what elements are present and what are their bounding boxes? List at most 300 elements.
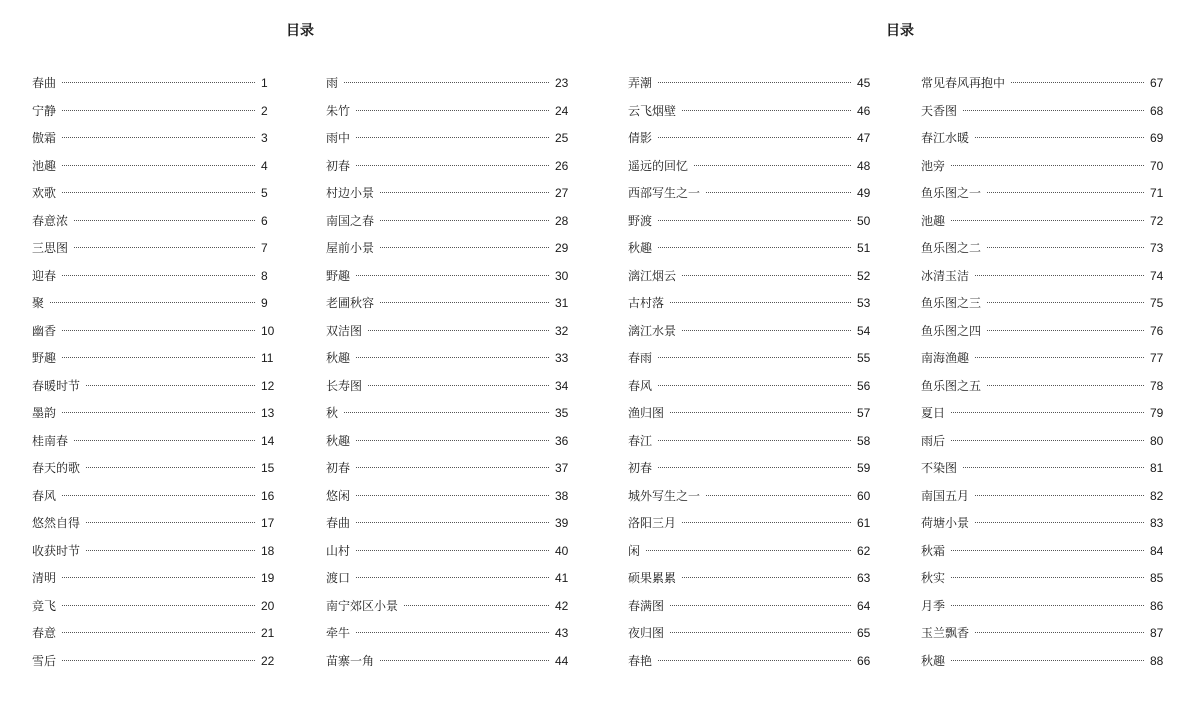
toc-entry — [628, 153, 873, 181]
entry-page-number: 45 — [857, 76, 871, 90]
toc-entry — [32, 428, 277, 456]
entry-page-number: 56 — [857, 378, 871, 393]
dot-leader — [975, 522, 1144, 523]
dot-leader — [368, 330, 549, 331]
entry-page-number: 62 — [857, 543, 871, 558]
toc-entry — [326, 455, 571, 483]
entry-page-number: 76 — [1150, 323, 1164, 338]
entry-title: 春雨 — [628, 351, 653, 365]
toc-entry — [32, 455, 277, 483]
entry-title: 墨韵 — [32, 406, 57, 420]
toc-entry — [326, 318, 571, 346]
dot-leader — [74, 440, 255, 441]
toc-entry — [32, 510, 277, 538]
entry-page-number: 25 — [555, 131, 569, 145]
entry-title: 初春 — [326, 158, 351, 173]
entry-title: 弄潮 — [628, 76, 653, 90]
toc-entry — [326, 125, 571, 153]
dot-leader — [356, 495, 549, 496]
entry-title: 雪后 — [32, 653, 57, 668]
dot-leader — [344, 82, 549, 83]
entry-title: 鱼乐图之二 — [921, 241, 982, 255]
entry-page-number: 30 — [555, 268, 569, 283]
dot-leader — [658, 247, 851, 248]
entry-title: 月季 — [921, 598, 946, 613]
toc-entry — [326, 510, 571, 538]
entry-page-number: 7 — [261, 241, 268, 255]
entry-page-number: 20 — [261, 598, 275, 613]
dot-leader — [62, 632, 255, 633]
dot-leader — [658, 660, 851, 661]
entry-page-number: 23 — [555, 76, 569, 90]
dot-leader — [951, 577, 1144, 578]
entry-title: 不染图 — [921, 461, 958, 475]
entry-title: 遥远的回忆 — [628, 158, 689, 173]
toc-entry — [628, 263, 873, 291]
entry-page-number: 24 — [555, 103, 569, 118]
entry-page-number: 67 — [1150, 76, 1164, 90]
dot-leader — [404, 605, 549, 606]
entry-page-number: 29 — [555, 241, 569, 255]
entry-title: 清明 — [32, 571, 57, 585]
dot-leader — [682, 275, 851, 276]
dot-leader — [74, 220, 255, 221]
dot-leader — [356, 550, 549, 551]
entry-page-number: 87 — [1150, 626, 1164, 640]
entry-title: 春意 — [32, 626, 57, 640]
entry-title: 春满图 — [628, 598, 665, 613]
toc-entry — [32, 483, 277, 511]
entry-title: 双洁图 — [326, 323, 363, 338]
entry-title: 鱼乐图之四 — [921, 323, 982, 338]
toc-entry — [921, 180, 1166, 208]
dot-leader — [670, 632, 851, 633]
entry-page-number: 43 — [555, 626, 569, 640]
toc-entry — [921, 565, 1166, 593]
entry-title: 欢歌 — [32, 186, 57, 200]
dot-leader — [62, 660, 255, 661]
entry-page-number: 84 — [1150, 543, 1164, 558]
dot-leader — [658, 357, 851, 358]
dot-leader — [658, 137, 851, 138]
toc-entry — [326, 345, 571, 373]
dot-leader — [86, 385, 255, 386]
dot-leader — [368, 385, 549, 386]
dot-leader — [62, 330, 255, 331]
dot-leader — [951, 220, 1144, 221]
toc-entry — [921, 400, 1166, 428]
entry-title: 三思图 — [32, 241, 69, 255]
entry-title: 牵牛 — [326, 626, 351, 640]
entry-title: 野趣 — [326, 268, 351, 283]
toc-entry — [326, 263, 571, 291]
toc-entry — [921, 620, 1166, 648]
entry-page-number: 17 — [261, 516, 275, 530]
entry-page-number: 71 — [1150, 186, 1164, 200]
entry-page-number: 75 — [1150, 296, 1164, 310]
toc-entry — [628, 455, 873, 483]
entry-title: 宁静 — [32, 103, 57, 118]
toc-entry — [32, 648, 277, 676]
entry-page-number: 65 — [857, 626, 871, 640]
dot-leader — [682, 522, 851, 523]
dot-leader — [694, 165, 851, 166]
entry-title: 南海渔趣 — [921, 351, 970, 365]
entry-page-number: 72 — [1150, 213, 1164, 228]
entry-page-number: 38 — [555, 488, 569, 503]
toc-entry — [326, 235, 571, 263]
toc-column — [32, 70, 277, 675]
dot-leader — [356, 275, 549, 276]
dot-leader — [74, 247, 255, 248]
entry-title: 收获时节 — [32, 543, 81, 558]
dot-leader — [62, 275, 255, 276]
dot-leader — [682, 110, 851, 111]
entry-page-number: 53 — [857, 296, 871, 310]
entry-title: 硕果累累 — [628, 571, 677, 585]
entry-page-number: 33 — [555, 351, 569, 365]
dot-leader — [62, 110, 255, 111]
dot-leader — [356, 632, 549, 633]
dot-leader — [62, 412, 255, 413]
entry-page-number: 19 — [261, 571, 275, 585]
toc-entry — [921, 648, 1166, 676]
entry-page-number: 47 — [857, 131, 871, 145]
entry-title: 南国之春 — [326, 213, 375, 228]
entry-page-number: 63 — [857, 571, 871, 585]
toc-entry — [921, 373, 1166, 401]
dot-leader — [658, 467, 851, 468]
entry-title: 倩影 — [628, 131, 653, 145]
dot-leader — [951, 165, 1144, 166]
entry-title: 野趣 — [32, 351, 57, 365]
dot-leader — [670, 412, 851, 413]
entry-page-number: 50 — [857, 213, 871, 228]
dot-leader — [62, 165, 255, 166]
toc-entry — [32, 180, 277, 208]
entry-page-number: 48 — [857, 158, 871, 173]
entry-page-number: 3 — [261, 131, 268, 145]
entry-title: 玉兰飘香 — [921, 626, 970, 640]
entry-page-number: 40 — [555, 543, 569, 558]
dot-leader — [975, 632, 1144, 633]
entry-title: 迎春 — [32, 268, 57, 283]
entry-page-number: 16 — [261, 488, 275, 503]
entry-page-number: 5 — [261, 186, 268, 200]
entry-title: 雨后 — [921, 433, 946, 448]
dot-leader — [86, 550, 255, 551]
entry-title: 荷塘小景 — [921, 516, 970, 530]
dot-leader — [706, 192, 851, 193]
dot-leader — [987, 385, 1144, 386]
entry-title: 春风 — [628, 378, 653, 393]
entry-title: 漓江烟云 — [628, 268, 677, 283]
entry-page-number: 88 — [1150, 653, 1164, 668]
entry-title: 南宁郊区小景 — [326, 598, 399, 613]
toc-entry — [32, 125, 277, 153]
entry-page-number: 1 — [261, 76, 268, 90]
dot-leader — [646, 550, 851, 551]
entry-title: 初春 — [326, 461, 351, 475]
toc-entry — [628, 98, 873, 126]
toc-entry — [628, 593, 873, 621]
toc-entry — [628, 565, 873, 593]
entry-title: 天香图 — [921, 103, 958, 118]
entry-title: 池旁 — [921, 158, 946, 173]
entry-title: 初春 — [628, 461, 653, 475]
dot-leader — [987, 247, 1144, 248]
toc-entry — [921, 318, 1166, 346]
entry-page-number: 86 — [1150, 598, 1164, 613]
toc-column — [921, 70, 1166, 675]
entry-page-number: 79 — [1150, 406, 1164, 420]
dot-leader — [975, 495, 1144, 496]
toc-entry — [921, 510, 1166, 538]
entry-page-number: 49 — [857, 186, 871, 200]
entry-page-number: 13 — [261, 406, 275, 420]
toc-entry — [921, 70, 1166, 98]
toc-entry — [326, 620, 571, 648]
entry-page-number: 2 — [261, 103, 268, 118]
dot-leader — [344, 412, 549, 413]
toc-entry — [921, 263, 1166, 291]
entry-title: 夏日 — [921, 406, 946, 420]
toc-entry — [32, 235, 277, 263]
dot-leader — [356, 110, 549, 111]
dot-leader — [356, 577, 549, 578]
entry-title: 南国五月 — [921, 488, 970, 503]
entry-page-number: 21 — [261, 626, 275, 640]
entry-page-number: 55 — [857, 351, 871, 365]
toc-entry — [326, 208, 571, 236]
dot-leader — [658, 440, 851, 441]
toc-entry — [32, 538, 277, 566]
entry-title: 春意浓 — [32, 213, 69, 228]
entry-title: 悠闲 — [326, 488, 351, 503]
entry-page-number: 58 — [857, 433, 871, 448]
dot-leader — [658, 385, 851, 386]
dot-leader — [951, 660, 1144, 661]
dot-leader — [975, 357, 1144, 358]
entry-title: 秋趣 — [921, 653, 946, 668]
entry-title: 夜归图 — [628, 626, 665, 640]
entry-title: 云飞烟壁 — [628, 103, 677, 118]
dot-leader — [975, 137, 1144, 138]
page-title: 目录 — [886, 23, 914, 39]
toc-entry — [326, 483, 571, 511]
entry-page-number: 68 — [1150, 103, 1164, 118]
dot-leader — [682, 577, 851, 578]
entry-page-number: 78 — [1150, 378, 1164, 393]
dot-leader — [86, 467, 255, 468]
dot-leader — [951, 550, 1144, 551]
toc-entry — [921, 208, 1166, 236]
toc-entry — [326, 538, 571, 566]
entry-page-number: 70 — [1150, 158, 1164, 173]
toc-entry — [921, 290, 1166, 318]
entry-page-number: 77 — [1150, 351, 1164, 365]
entry-title: 冰清玉洁 — [921, 268, 970, 283]
entry-page-number: 59 — [857, 461, 871, 475]
entry-page-number: 66 — [857, 653, 871, 668]
entry-title: 老圃秋容 — [326, 296, 375, 310]
toc-entry — [628, 290, 873, 318]
toc-entry — [32, 208, 277, 236]
entry-page-number: 80 — [1150, 433, 1164, 448]
entry-title: 屋前小景 — [326, 241, 375, 255]
dot-leader — [658, 220, 851, 221]
toc-entry — [628, 483, 873, 511]
toc-entry — [628, 208, 873, 236]
dot-leader — [62, 577, 255, 578]
entry-page-number: 39 — [555, 516, 569, 530]
entry-page-number: 83 — [1150, 516, 1164, 530]
toc-entry — [32, 345, 277, 373]
entry-page-number: 81 — [1150, 461, 1164, 475]
entry-title: 朱竹 — [326, 103, 351, 118]
entry-title: 秋霜 — [921, 543, 946, 558]
entry-page-number: 32 — [555, 323, 569, 338]
toc-entry — [628, 345, 873, 373]
entry-page-number: 10 — [261, 323, 275, 338]
entry-title: 春江水暖 — [921, 131, 970, 145]
entry-page-number: 14 — [261, 433, 275, 448]
entry-page-number: 60 — [857, 488, 871, 503]
dot-leader — [682, 330, 851, 331]
entry-page-number: 61 — [857, 516, 871, 530]
entry-page-number: 27 — [555, 186, 569, 200]
entry-title: 春天的歌 — [32, 461, 81, 475]
entry-page-number: 35 — [555, 406, 569, 420]
entry-title: 渡口 — [326, 571, 351, 585]
entry-page-number: 41 — [555, 571, 569, 585]
toc-entry — [628, 318, 873, 346]
entry-title: 长寿图 — [326, 378, 363, 393]
entry-page-number: 26 — [555, 158, 569, 173]
left-page — [0, 0, 569, 707]
toc-entry — [628, 538, 873, 566]
toc-entry — [32, 98, 277, 126]
dot-leader — [62, 192, 255, 193]
entry-page-number: 57 — [857, 406, 871, 420]
entry-title: 春江 — [628, 433, 653, 448]
entry-title: 傲霜 — [32, 131, 57, 145]
toc-column — [628, 70, 873, 675]
dot-leader — [1011, 82, 1144, 83]
dot-leader — [356, 357, 549, 358]
entry-page-number: 37 — [555, 461, 569, 475]
toc-entry — [326, 70, 571, 98]
dot-leader — [86, 522, 255, 523]
entry-page-number: 4 — [261, 158, 268, 173]
toc-entry — [628, 235, 873, 263]
entry-title: 苗寨一角 — [326, 653, 375, 668]
toc-entry — [32, 373, 277, 401]
entry-title: 常见春风再抱中 — [921, 76, 1006, 90]
dot-leader — [62, 137, 255, 138]
entry-page-number: 85 — [1150, 571, 1164, 585]
entry-page-number: 82 — [1150, 488, 1164, 503]
entry-title: 桂南春 — [32, 433, 69, 448]
toc-entry — [628, 428, 873, 456]
entry-title: 村边小景 — [326, 186, 375, 200]
entry-page-number: 46 — [857, 103, 871, 118]
toc-entry — [326, 98, 571, 126]
dot-leader — [670, 302, 851, 303]
toc-entry — [921, 345, 1166, 373]
entry-title: 闲 — [628, 543, 641, 558]
toc-entry — [628, 400, 873, 428]
dot-leader — [380, 660, 549, 661]
entry-page-number: 69 — [1150, 131, 1164, 145]
dot-leader — [380, 220, 549, 221]
right-page — [600, 0, 1164, 707]
toc-entry — [32, 263, 277, 291]
entry-page-number: 73 — [1150, 241, 1164, 255]
toc-entry — [326, 373, 571, 401]
dot-leader — [951, 605, 1144, 606]
toc-column — [326, 70, 571, 675]
entry-title: 春暖时节 — [32, 378, 81, 393]
page-title: 目录 — [286, 23, 314, 39]
entry-title: 悠然自得 — [32, 516, 81, 530]
entry-page-number: 22 — [261, 653, 275, 668]
entry-title: 秋 — [326, 406, 339, 420]
entry-page-number: 18 — [261, 543, 275, 558]
dot-leader — [963, 110, 1144, 111]
dot-leader — [963, 467, 1144, 468]
entry-page-number: 36 — [555, 433, 569, 448]
entry-title: 山村 — [326, 543, 351, 558]
toc-entry — [628, 125, 873, 153]
dot-leader — [356, 522, 549, 523]
toc-entry — [921, 483, 1166, 511]
toc-entry — [32, 593, 277, 621]
dot-leader — [706, 495, 851, 496]
entry-title: 幽香 — [32, 323, 57, 338]
toc-entry — [32, 565, 277, 593]
entry-page-number: 11 — [261, 351, 274, 365]
dot-leader — [62, 82, 255, 83]
entry-title: 雨中 — [326, 131, 351, 145]
entry-title: 雨 — [326, 76, 339, 90]
entry-title: 秋实 — [921, 571, 946, 585]
toc-entry — [921, 235, 1166, 263]
toc-entry — [326, 565, 571, 593]
dot-leader — [356, 165, 549, 166]
entry-page-number: 12 — [261, 378, 275, 393]
toc-entry — [628, 620, 873, 648]
toc-entry — [628, 180, 873, 208]
toc-entry — [921, 538, 1166, 566]
toc-entry — [326, 648, 571, 676]
entry-title: 城外写生之一 — [628, 488, 701, 503]
entry-title: 聚 — [32, 296, 45, 310]
dot-leader — [670, 605, 851, 606]
entry-title: 春艳 — [628, 653, 653, 668]
dot-leader — [975, 275, 1144, 276]
toc-entry — [628, 70, 873, 98]
dot-leader — [987, 192, 1144, 193]
dot-leader — [658, 82, 851, 83]
entry-page-number: 15 — [261, 461, 275, 475]
entry-title: 鱼乐图之一 — [921, 186, 982, 200]
entry-page-number: 64 — [857, 598, 871, 613]
dot-leader — [356, 467, 549, 468]
entry-page-number: 31 — [555, 296, 569, 310]
toc-entry — [32, 290, 277, 318]
entry-page-number: 28 — [555, 213, 569, 228]
